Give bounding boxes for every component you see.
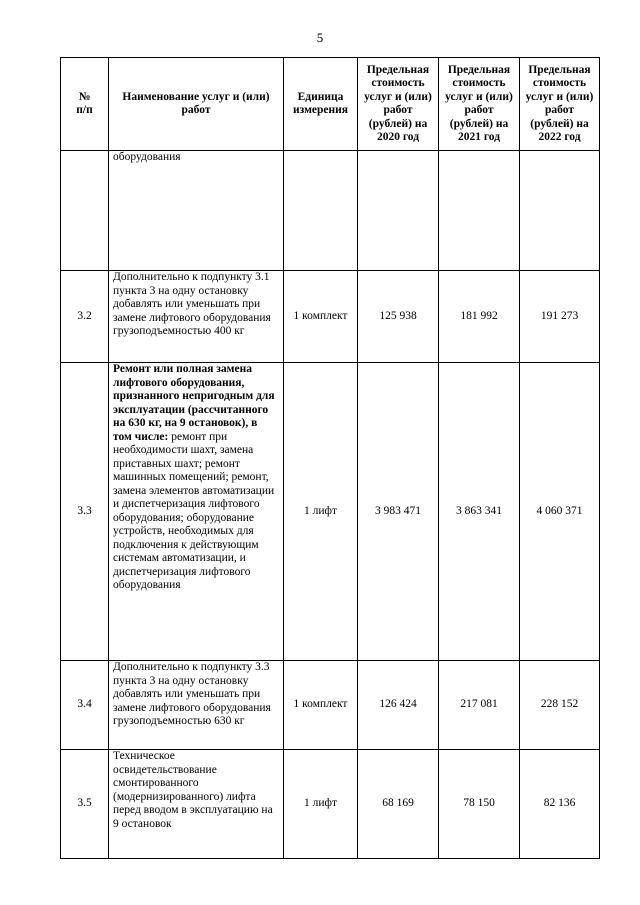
row-cost-2022 [520,151,600,271]
row-description-text: Дополнительно к подпункту 3.1 пункта 3 на одну остановку добавлять или уменьшать при замене лифтового оборудования грузоподъемностью 400 кг [113,271,271,337]
table-row [61,363,600,661]
header-unit: Единица измерения [284,58,358,151]
row-description-bold: Ремонт или полная замена лифтового оборудования, признанного непригодным для эксплуатации (рассчитанного на 630 кг, на 9 остановок), в том числе: [113,363,275,443]
row-unit [284,151,358,271]
row-cost-2022: 228 152 [520,661,600,750]
row-cost-2021: 217 081 [439,661,520,750]
row-cost-2020: 125 938 [358,271,439,363]
row-unit: 1 комплект [284,271,358,363]
table-row [61,661,600,750]
header-number: № п/п [61,58,109,151]
row-description [109,151,284,271]
row-unit: 1 лифт [284,750,358,859]
row-cost-2020: 126 424 [358,661,439,750]
row-number [61,151,109,271]
row-unit: 1 комплект [284,661,358,750]
row-description [109,661,284,750]
row-number: 3.2 [61,271,109,363]
row-cost-2021: 181 992 [439,271,520,363]
row-number: 3.3 [61,363,109,661]
row-unit: 1 лифт [284,363,358,661]
table-row [61,750,600,859]
row-cost-2021: 78 150 [439,750,520,859]
table-row [61,271,600,363]
row-number: 3.5 [61,750,109,859]
row-cost-2021 [439,151,520,271]
row-cost-2022: 191 273 [520,271,600,363]
header-cost-2021: Предельная стоимость услуг и (или) работ (рублей) на 2021 год [439,58,520,151]
row-cost-2022: 82 136 [520,750,600,859]
table-header-row [61,58,600,151]
header-cost-2020: Предельная стоимость услуг и (или) работ (рублей) на 2020 год [358,58,439,151]
row-description-text: оборудования [113,151,181,163]
row-description-text: ремонт при необходимости шахт, замена приставных шахт; ремонт машинных помещений; ремонт, замена элементов автоматизации и диспетчеризация лифтового оборудования; оборудование устройств, необходимых для подключения к действующим системам автоматизации, и диспетчеризация лифтового оборудования [113,430,275,591]
row-cost-2021: 3 863 341 [439,363,520,661]
table-row [61,151,600,271]
row-cost-2022: 4 060 371 [520,363,600,661]
row-description [109,363,284,661]
row-cost-2020: 68 169 [358,750,439,859]
row-number: 3.4 [61,661,109,750]
row-description [109,271,284,363]
row-description [109,750,284,859]
row-description-text: Техническое освидетельствование смонтированного (модернизированного) лифта перед вводом в эксплуатацию на 9 остановок [113,750,273,830]
page-number: 5 [316,30,324,45]
row-cost-2020: 3 983 471 [358,363,439,661]
header-service-name: Наименование услуг и (или) работ [109,58,284,151]
price-table [60,57,600,859]
header-cost-2022: Предельная стоимость услуг и (или) работ (рублей) на 2022 год [520,58,600,151]
row-description-text: Дополнительно к подпункту 3.3 пункта 3 на одну остановку добавлять или уменьшать при замене лифтового оборудования грузоподъемностью 630 кг [113,661,271,727]
row-cost-2020 [358,151,439,271]
